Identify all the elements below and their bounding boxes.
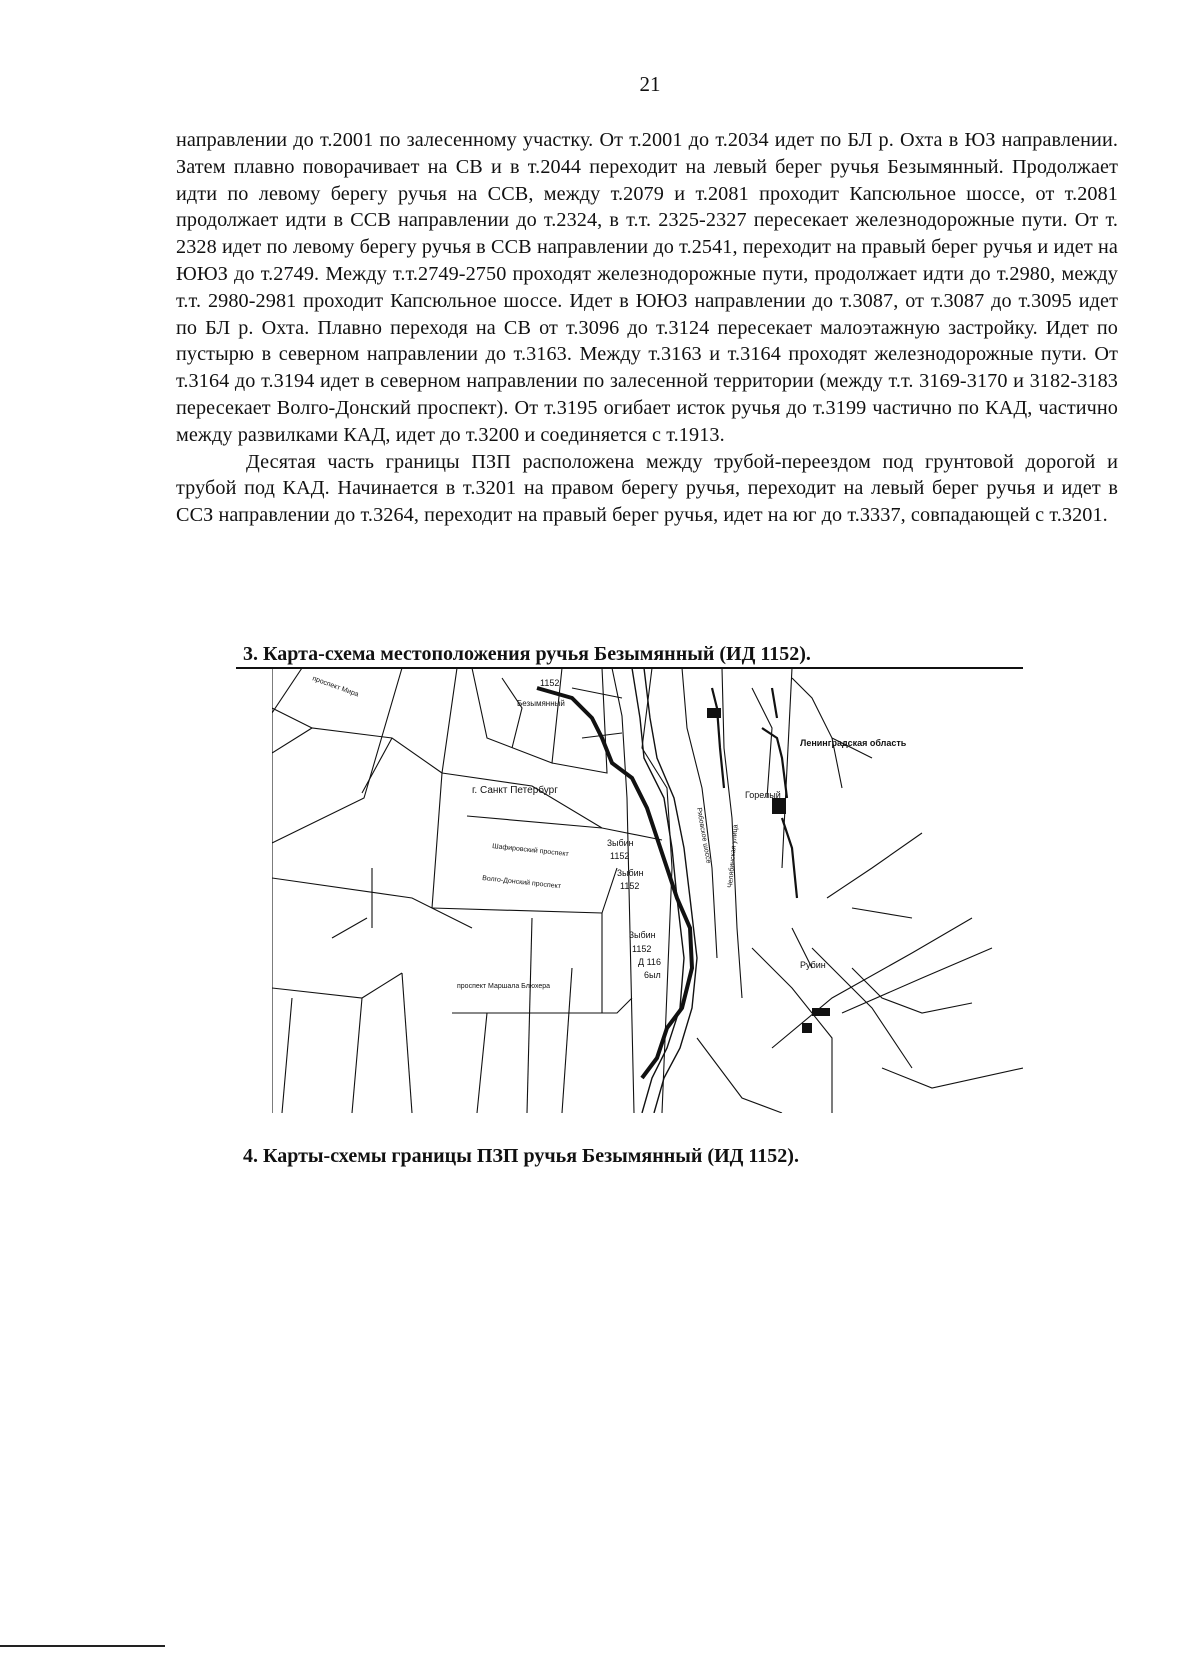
- map-label-gorely: Горелый: [745, 790, 781, 800]
- map-pin-label-7: Д 116: [638, 957, 661, 967]
- map-pin-label-3: 3ыбин: [617, 868, 644, 878]
- map-street-ryabovskoe: Рябовское шоссе: [695, 807, 712, 865]
- footer-rule: [0, 1645, 165, 1647]
- map-pin-label-8: 6ыл: [644, 970, 661, 980]
- body-text: [176, 127, 1118, 529]
- map-pin-label-4: 1152: [620, 881, 640, 891]
- paragraph-tenth-part: Десятая часть границы ПЗП расположена между трубой-переездом под грунтовой дорогой и трубой под КАД. Начинается в т.3201 на правом берегу ручья, переходит на левый берег ручья и идет в ССЗ направлении до т.3264, переходит на правый берег ручья, идет на юг до т.3337, совпадающей с т.3201.: [176, 450, 1118, 527]
- map-label-region: Ленинградская область: [800, 738, 907, 748]
- map-label-city: г. Санкт Петербург: [472, 785, 558, 796]
- paragraph-boundary-description: направлении до т.2001 по залесенному участку. От т.2001 до т.2034 идет по БЛ р. Охта в ЮЗ направлении. Затем плавно поворачивает на СВ и в т.2044 переходит на левый берег ручья Безымянный. Продолжает идти по левому берегу ручья на ССВ, между т.2079 и т.2081 проходит Капсюльное шоссе, от т.2081 продолжает идти в ССВ направлении до т.2324, в т.т. 2325-2327 пересекает железнодорожные пути. От т. 2328 идет по левому берегу ручья в ССВ направлении до т.2541, переходит на правый берег ручья и идет на ЮЮЗ до т.2749. Между т.т.2749-2750 проходят железнодорожные пути, продолжает идти до т.2980, между т.т. 2980-2981 проходит Капсюльное шоссе. Идет в ЮЮЗ направлении до т.3087, от т.3087 до т.3095 идет по БЛ р. Охта. Плавно переходя на СВ от т.3096 до т.3124 пересекает малоэтажную застройку. Идет по пустырю в северном направлении до т.3163. Между т.3163 и т.3164 проходят железнодорожные пути. От т.3164 до т.3194 идет в северном направлении по залесенной территории (между т.т. 3169-3170 и 3182-3183 пересекает Волго-Донский проспект). От т.3195 огибает исток ручья до т.3199 частично по КАД, частично между развилками КАД, идет до т.3200 и соединяется с т.1913.: [176, 129, 1118, 446]
- map-street-chelyabinskaya: Челябинская улица: [727, 824, 740, 889]
- map-label-rubin: Рубин: [800, 960, 826, 970]
- map-street-shafirovsky: Шафировский проспект: [491, 843, 569, 859]
- map-label-stream-name: Безымянный: [517, 699, 565, 708]
- map-label-stream-id: 1152: [540, 678, 560, 688]
- map-street-mira: проспект Мира: [311, 675, 360, 699]
- map-street-blyukhera: проспект Маршала Блюхера: [457, 983, 551, 990]
- map-pin-label-1: 3ыбин: [607, 838, 634, 848]
- map-street-volgo-donskoy: Волго-Донский проспект: [481, 875, 562, 891]
- location-map-svg: [272, 668, 1023, 1113]
- location-map: [272, 668, 1023, 1113]
- map-pin-label-5: 3ыбин: [629, 930, 656, 940]
- map-pin-label-2: 1152: [610, 851, 630, 861]
- map-scheme-heading: 3. Карта-схема местоположения ручья Безымянный (ИД 1152).: [243, 643, 811, 665]
- page-number: 21: [639, 72, 661, 96]
- boundary-maps-heading: 4. Карты-схемы границы ПЗП ручья Безымянный (ИД 1152).: [243, 1145, 799, 1167]
- map-pin-label-6: 1152: [632, 944, 652, 954]
